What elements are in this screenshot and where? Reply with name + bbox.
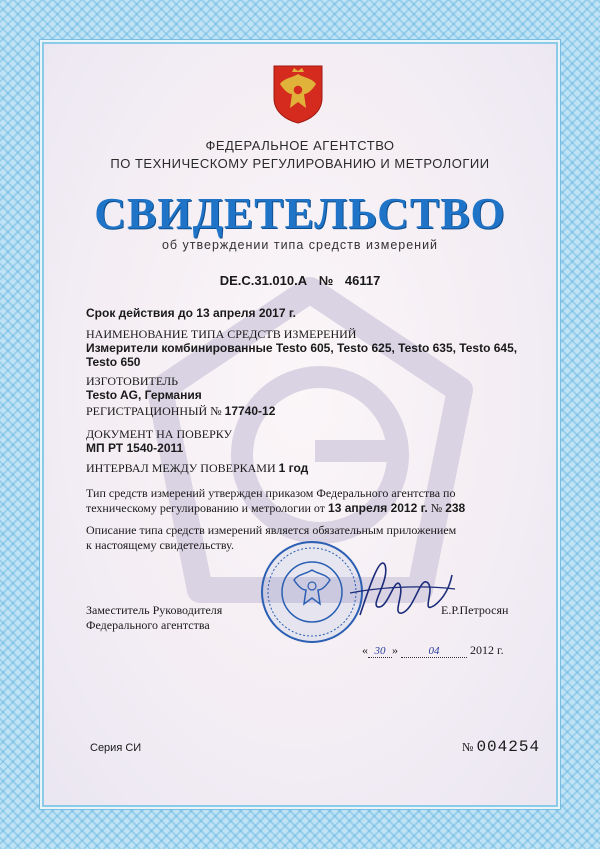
verification-doc-field — [86, 427, 526, 455]
manufacturer-label: ИЗГОТОВИТЕЛЬ — [86, 374, 179, 388]
document-title: СВИДЕТЕЛЬСТВО — [94, 189, 506, 238]
manufacturer-field — [86, 374, 526, 402]
type-name-value-line2: Testo 650 — [86, 355, 141, 369]
serial-number-value: 004254 — [476, 738, 541, 756]
sign-date: « 30 » 04 2012 г. — [362, 643, 504, 657]
sign-date-year: 2012 г. — [470, 643, 504, 657]
description-line1: Описание типа средств измерений является обязательным приложением — [86, 523, 457, 537]
type-name-field — [86, 327, 526, 369]
validity-date: 13 апреля 2017 г. — [196, 306, 296, 320]
serial-number-sign: № — [462, 740, 474, 754]
verification-doc-value: МП РТ 1540-2011 — [86, 441, 184, 455]
russian-coat-of-arms-icon — [270, 64, 326, 124]
type-name-label: НАИМЕНОВАНИЕ ТИПА СРЕДСТВ ИЗМЕРЕНИЙ — [86, 327, 357, 341]
order-date: 13 апреля 2012 г. — [328, 501, 428, 515]
certificate-code: DE.C.31.010.A — [219, 273, 308, 288]
signatory-name: Е.Р.Петросян — [441, 603, 509, 617]
agency-name-line2: ПО ТЕХНИЧЕСКОМУ РЕГУЛИРОВАНИЮ И МЕТРОЛОГИИ — [110, 156, 490, 171]
description-line2: к настоящему свидетельству. — [86, 538, 234, 552]
order-text-line2-a: техническому регулированию и метрологии от — [86, 501, 326, 515]
registration-value: 17740-12 — [224, 404, 276, 418]
interval-label: ИНТЕРВАЛ МЕЖДУ ПОВЕРКАМИ — [86, 461, 276, 475]
interval-field — [86, 461, 526, 475]
validity-label: Срок действия до — [86, 306, 193, 320]
order-paragraph — [86, 486, 520, 516]
sign-date-day: 30 — [368, 645, 392, 658]
signatory-position-line1: Заместитель Руководителя — [86, 603, 223, 617]
type-name-value-line1: Измерители комбинированные Testo 605, Testo 625, Testo 635, Testo 645, — [86, 341, 518, 355]
series-label: Серия СИ — [90, 742, 142, 754]
serial-number — [462, 738, 540, 756]
interval-value: 1 год — [278, 461, 309, 475]
certificate-number-value: 46117 — [344, 273, 381, 288]
certificate-number-sign: № — [318, 273, 334, 288]
order-text-line2 — [86, 501, 520, 516]
sign-date-month: 04 — [401, 645, 467, 658]
order-number-sign: № — [430, 501, 443, 515]
handwritten-signature — [340, 545, 460, 635]
registration-label: РЕГИСТРАЦИОННЫЙ № — [86, 404, 222, 418]
manufacturer-value: Testo AG, Германия — [86, 388, 202, 402]
verification-doc-label: ДОКУМЕНТ НА ПОВЕРКУ — [86, 427, 233, 441]
document-subtitle: об утверждении типа средств измерений — [161, 238, 439, 252]
registration-field — [86, 404, 526, 418]
signatory-position-line2: Федерального агентства — [86, 618, 210, 632]
agency-name-line1: ФЕДЕРАЛЬНОЕ АГЕНТСТВО — [205, 138, 395, 153]
signatory-position — [86, 603, 222, 633]
order-text-line1: Тип средств измерений утвержден приказом Федерального агентства по — [86, 486, 456, 500]
certificate-number — [0, 273, 600, 288]
order-number: 238 — [445, 501, 466, 515]
validity-field — [86, 306, 526, 320]
